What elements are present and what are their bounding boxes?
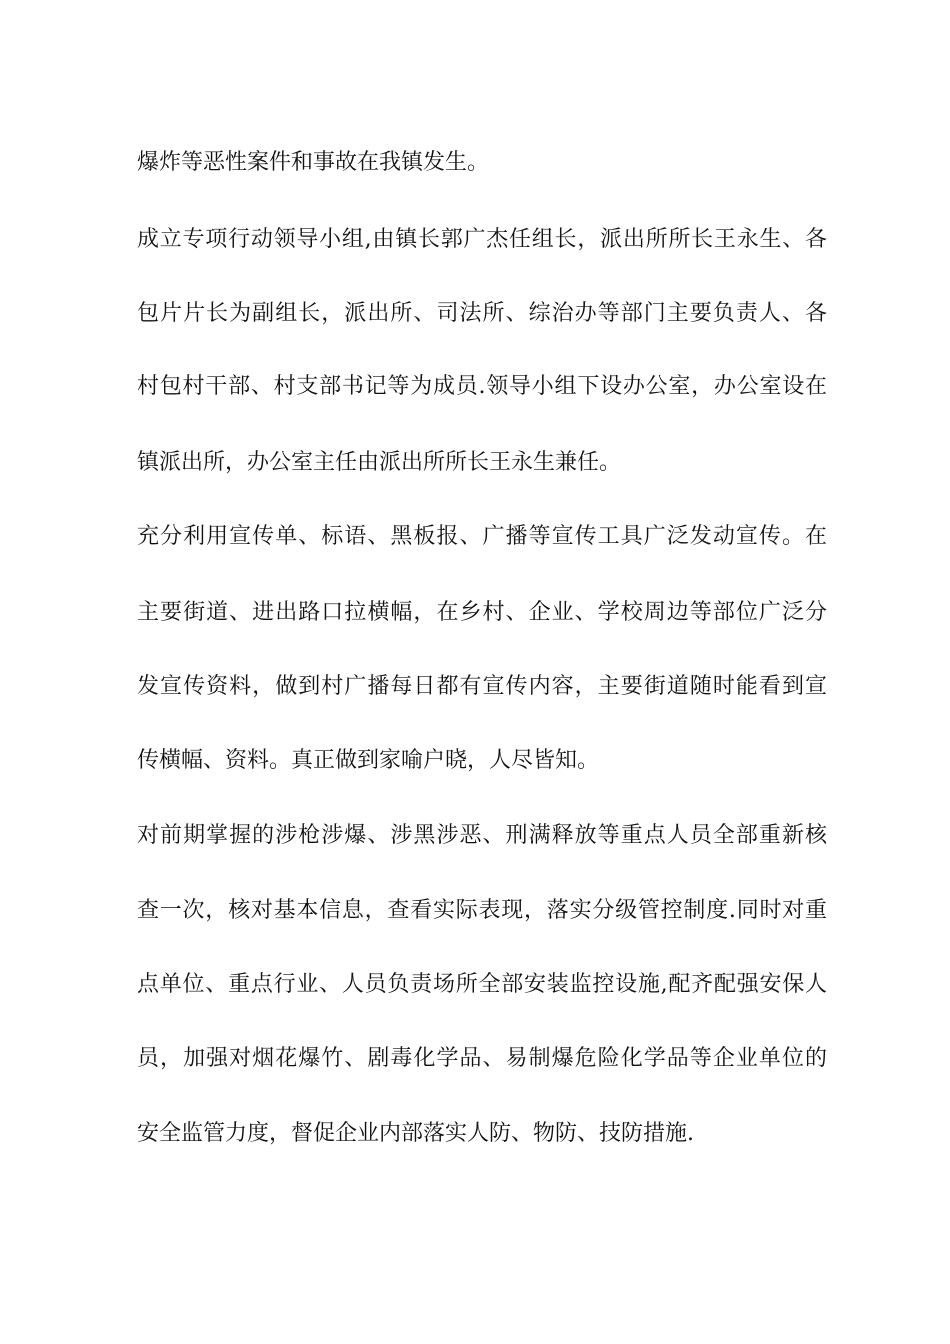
paragraph-line: 镇派出所，办公室主任由派出所所长王永生兼任。 [137,450,622,475]
paragraph-line: 包片片长为副组长，派出所、司法所、综治办等部门主要负责人、各 [137,301,827,326]
paragraph-line: 充分利用宣传单、标语、黑板报、广播等宣传工具广泛发动宣传。在 [137,524,827,549]
paragraph-line: 成立专项行动领导小组,由镇长郭广杰任组长，派出所所长王永生、各 [137,227,827,252]
paragraph-line: 查一次，核对基本信息，查看实际表现，落实分级管控制度.同时对重 [137,898,827,923]
paragraph-line: 点单位、重点行业、人员负责场所全部安装监控设施,配齐配强安保人 [137,972,827,997]
paragraph-line: 主要街道、进出路口拉横幅，在乡村、企业、学校周边等部位广泛分 [137,600,827,625]
paragraph-line: 村包村干部、村支部书记等为成员.领导小组下设办公室，办公室设在 [137,374,827,399]
paragraph-line: 传横幅、资料。真正做到家喻户晓，人尽皆知。 [137,748,600,773]
paragraph-line: 爆炸等恶性案件和事故在我镇发生。 [137,150,490,175]
paragraph-line: 对前期掌握的涉枪涉爆、涉黑涉恶、刑满释放等重点人员全部重新核 [137,823,827,848]
paragraph-line: 安全监管力度，督促企业内部落实人防、物防、技防措施. [137,1121,694,1146]
paragraph-line: 发宣传资料，做到村广播每日都有宣传内容，主要街道随时能看到宣 [137,674,827,699]
paragraph-line: 员，加强对烟花爆竹、剧毒化学品、易制爆危险化学品等企业单位的 [137,1046,827,1071]
